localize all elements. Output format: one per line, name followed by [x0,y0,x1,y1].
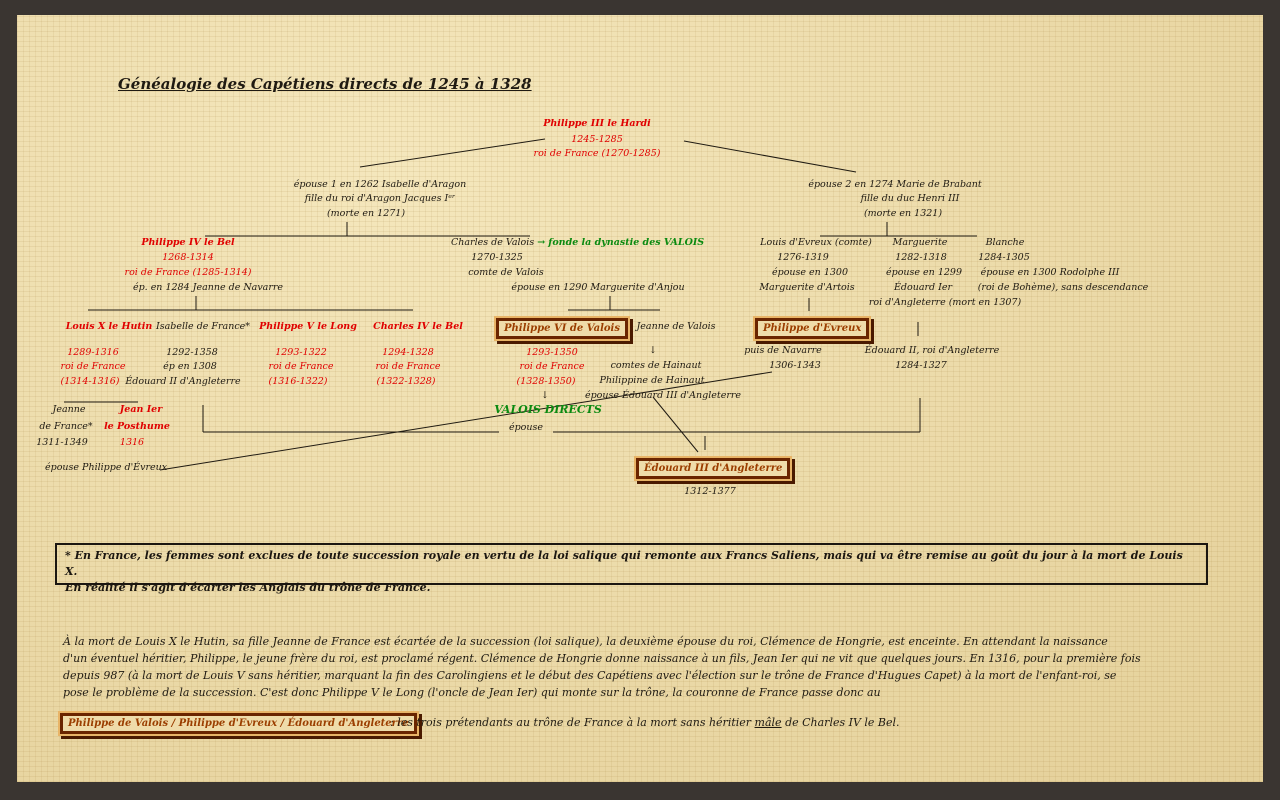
jean1-line1: Jean Ier [119,404,163,415]
edouard2-dates: 1284-1327 [895,360,947,371]
paragraph-line3: depuis 987 (à la mort de Louis V sans héritier, marquant la fin des Carolingiens et le début des Capétiens avec l'élection sur le trône de France d'Hugues Capet) à la mort de l'enfant-roi, se [63,669,1117,682]
blanche-spouse1: épouse en 1300 Rodolphe III [980,267,1120,278]
pretenders-text-post: de Charles IV le Bel. [781,716,900,729]
marguerite-name: Marguerite [892,237,948,248]
jeanne-france-line1: Jeanne [52,404,86,415]
note-line1: * En France, les femmes sont exclues de toute succession royale en vertu de la loi salique qui remonte aux Francs Saliens, mais qui va être remise au goût du jour à la mort de Louis X. [65,549,1183,578]
jean1-line2: le Posthume [104,421,170,432]
philippe4-reign: roi de France (1285-1314) [124,267,252,278]
blanche-spouse2: (roi de Bohème), sans descendance [977,282,1149,293]
philippe5-reign1: roi de France [268,361,334,372]
jeanne-france-spouse: épouse Philippe d'Évreux [45,462,168,473]
blanche-name: Blanche [985,237,1025,248]
wife1-line1: épouse 1 en 1262 Isabelle d'Aragon [293,179,467,190]
louis10-reign2: (1314-1316) [60,376,120,387]
wife2-line2: fille du duc Henri III [860,193,960,204]
louis-evreux-name: Louis d'Evreux (comte) [760,237,872,248]
wife1-line2: fille du roi d'Aragon Jacques Iᵉʳ [304,193,456,204]
charles-valois-founds: fonde la dynastie des VALOIS [548,237,705,248]
charles4-reign2: (1322-1328) [376,376,436,387]
wife2-line1: épouse 2 en 1274 Marie de Brabant [808,179,982,190]
charles4-name: Charles IV le Bel [373,321,463,332]
epouse-label: épouse [508,422,544,433]
louis10-name: Louis X le Hutin [65,321,153,332]
marguerite-spouse2: Édouard Ier [893,282,953,293]
jeanne-valois-line2: Philippine de Hainaut [599,375,705,386]
explanation-paragraph [63,633,1223,701]
page-title: Généalogie des Capétiens directs de 1245 à 1328 [118,75,532,93]
marguerite-spouse3: roi d'Angleterre (mort en 1307) [868,297,1022,308]
philippe5-name: Philippe V le Long [259,321,357,332]
philippe3-reign: roi de France (1270-1285) [533,148,661,159]
charles4-dates: 1294-1328 [382,347,434,358]
charles-valois-title: comte de Valois [468,267,544,278]
charles-valois-row [451,236,704,250]
edouard2-line1: Édouard II, roi d'Angleterre [864,345,1000,356]
jeanne-france-dates: 1311-1349 [36,437,88,448]
philippe-evreux-dates: 1306-1343 [769,360,821,371]
paragraph-line2: d'un éventuel héritier, Philippe, le jeune frère du roi, est proclamé régent. Clémence de Hongrie donne naissance à un fils, Jean Ier qui ne vit que quelques jours. En 1316, pour la première fois [63,652,1141,665]
wife2-line3: (morte en 1321) [863,208,943,219]
edouard3-box: Édouard III d'Angleterre [636,458,790,479]
jeanne-valois-line1: comtes de Hainaut [610,360,702,371]
philippe-evreux-line1: puis de Navarre [744,345,822,356]
jeanne-valois-name: Jeanne de Valois [636,321,716,332]
marguerite-dates: 1282-1318 [895,252,947,263]
louis10-dates: 1289-1316 [67,347,119,358]
valois-directs-label: VALOIS DIRECTS [494,403,602,416]
philippe5-dates: 1293-1322 [275,347,327,358]
louis10-reign1: roi de France [60,361,126,372]
wife1-line3: (morte en 1271) [326,208,406,219]
edouard3-dates: 1312-1377 [684,486,736,497]
note-line2: En réalité il s'agit d'écarter les Anglais du trône de France. [65,581,431,594]
isabelle-dates: 1292-1358 [166,347,218,358]
paragraph-line1: À la mort de Louis X le Hutin, sa fille Jeanne de France est écartée de la succession (loi salique), la deuxième épouse du roi, Clémence de Hongrie, est enceinte. En attendant la naissance [63,635,1108,648]
arrow-right-icon: → [537,237,546,248]
jeanne-france-line2: de France* [39,421,93,432]
philippe4-spouse: ép. en 1284 Jeanne de Navarre [132,282,284,293]
arrow-down-icon: ↓ [649,345,657,356]
pretenders-text [390,716,900,729]
philippe5-reign2: (1316-1322) [268,376,328,387]
charles4-reign1: roi de France [375,361,441,372]
philippe6-box: Philippe VI de Valois [496,318,628,339]
paragraph-line4: pose le problème de la succession. C'est donc Philippe V le Long (l'oncle de Jean Ier) qui monte sur la trône, la couronne de France passe donc au [63,686,881,699]
isabelle-spouse2: Édouard II d'Angleterre [125,376,241,387]
salic-law-note [55,543,1208,594]
blanche-dates: 1284-1305 [978,252,1030,263]
philippe6-reign2: (1328-1350) [516,376,576,387]
louis-evreux-spouse2: Marguerite d'Artois [759,282,855,293]
isabelle-spouse1: ép en 1308 [163,361,217,372]
marguerite-spouse1: épouse en 1299 [886,267,962,278]
philippe3-name: Philippe III le Hardi [543,118,651,129]
philippe4-name: Philippe IV le Bel [141,237,235,248]
philippe3-dates: 1245-1285 [571,134,623,145]
isabelle-name: Isabelle de France* [155,321,251,332]
philippe6-dates: 1293-1350 [526,347,578,358]
louis-evreux-dates: 1276-1319 [777,252,829,263]
philippe4-dates: 1268-1314 [162,252,214,263]
philippe6-reign1: roi de France [519,361,585,372]
charles-valois-dates: 1270-1325 [471,252,523,263]
jeanne-valois-line3: épouse Édouard III d'Angleterre [584,390,742,401]
philippe-evreux-box: Philippe d'Evreux [755,318,869,339]
arrow-down-icon: ↓ [541,390,549,401]
charles-valois-name: Charles de Valois [451,237,535,248]
louis-evreux-spouse1: épouse en 1300 [772,267,848,278]
pretenders-text-pre: : les trois prétendants au trône de France à la mort sans héritier [390,716,755,729]
jean1-dates: 1316 [119,437,145,448]
pretenders-line [60,711,900,734]
charles-valois-spouse: épouse en 1290 Marguerite d'Anjou [511,282,685,293]
pretenders-text-male: mâle [754,716,782,729]
pretenders-box: Philippe de Valois / Philippe d'Evreux / Édouard d'Angleterre [60,713,417,734]
